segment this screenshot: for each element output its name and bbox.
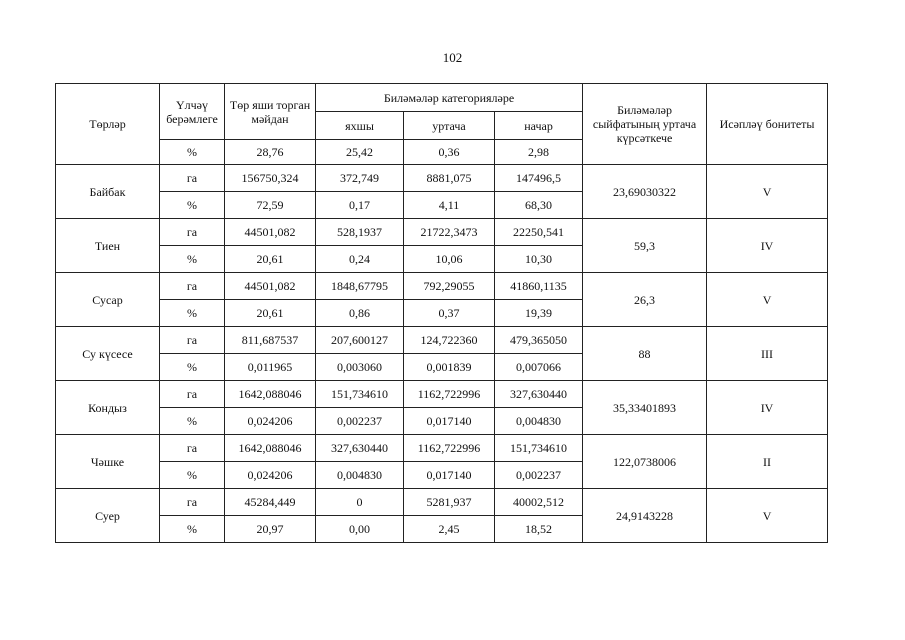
- cell-pct-unit: %: [160, 246, 225, 273]
- cell-pct-medium: 10,06: [404, 246, 495, 273]
- cell-ha-unit: га: [160, 489, 225, 516]
- cell-ha-good: 0: [316, 489, 404, 516]
- cell-pct-bad: 0,007066: [495, 354, 583, 381]
- page-number: 102: [442, 50, 463, 65]
- cell-pct-unit: %: [160, 408, 225, 435]
- cell-ha-good: 372,749: [316, 165, 404, 192]
- cell-ha-bad: 22250,541: [495, 219, 583, 246]
- cell-ha-medium: 792,29055: [404, 273, 495, 300]
- cell-pct-good: 0,002237: [316, 408, 404, 435]
- quality-value: 88: [583, 327, 707, 381]
- header-unit: Үлчәү берәмлеге: [160, 84, 225, 140]
- cell-pct-bad: 0,004830: [495, 408, 583, 435]
- cell-ha-medium: 1162,722996: [404, 381, 495, 408]
- quality-value: 122,0738006: [583, 435, 707, 489]
- bonitet-value: V: [707, 165, 828, 219]
- header-bonitet: Исәпләү бонитеты: [707, 84, 828, 165]
- cell-pct-good: 0,86: [316, 300, 404, 327]
- table-row: [56, 219, 828, 246]
- cell-pct-bad: 68,30: [495, 192, 583, 219]
- cell-ha-bad: 40002,512: [495, 489, 583, 516]
- cell-pct-unit: %: [160, 462, 225, 489]
- species-name: Суер: [56, 489, 160, 543]
- cell-pct-unit: %: [160, 192, 225, 219]
- cell-ha-good: 1848,67795: [316, 273, 404, 300]
- cell-ha-area: 44501,082: [225, 273, 316, 300]
- cell-pct-medium: 0,001839: [404, 354, 495, 381]
- header-species: Төрләр: [56, 84, 160, 165]
- bonitet-value: IV: [707, 219, 828, 273]
- species-table: [55, 83, 828, 543]
- cell-pct-area: 20,97: [225, 516, 316, 543]
- cell-pct-medium: 4,11: [404, 192, 495, 219]
- cell-pct-unit: %: [160, 354, 225, 381]
- bonitet-value: III: [707, 327, 828, 381]
- cell-ha-area: 45284,449: [225, 489, 316, 516]
- header-area: Төр яши торган мәйдан: [225, 84, 316, 140]
- cell-ha-bad: 41860,1135: [495, 273, 583, 300]
- quality-value: 59,3: [583, 219, 707, 273]
- header-cat-bad: начар: [495, 112, 583, 140]
- table-row: [56, 327, 828, 354]
- cell-ha-unit: га: [160, 381, 225, 408]
- cell-ha-medium: 124,722360: [404, 327, 495, 354]
- cell-ha-bad: 147496,5: [495, 165, 583, 192]
- cell-ha-bad: 151,734610: [495, 435, 583, 462]
- cell-ha-area: 44501,082: [225, 219, 316, 246]
- cell-pct-area: 0,011965: [225, 354, 316, 381]
- cell-pct-good: 0,004830: [316, 462, 404, 489]
- cell-ha-area: 156750,324: [225, 165, 316, 192]
- cell-ha-good: 528,1937: [316, 219, 404, 246]
- cell-pct-good: 0,003060: [316, 354, 404, 381]
- cell-ha-unit: га: [160, 273, 225, 300]
- cell-pct-medium: 0,37: [404, 300, 495, 327]
- quality-value: 26,3: [583, 273, 707, 327]
- table-row: [56, 489, 828, 516]
- cell-ha-medium: 21722,3473: [404, 219, 495, 246]
- header-percent-good: 25,42: [316, 140, 404, 165]
- species-name: Су күсесе: [56, 327, 160, 381]
- cell-pct-bad: 10,30: [495, 246, 583, 273]
- table-row: [56, 165, 828, 192]
- bonitet-value: II: [707, 435, 828, 489]
- table-row: [56, 381, 828, 408]
- cell-ha-good: 151,734610: [316, 381, 404, 408]
- header-cat-medium: уртача: [404, 112, 495, 140]
- cell-pct-area: 20,61: [225, 246, 316, 273]
- cell-ha-unit: га: [160, 219, 225, 246]
- bonitet-value: V: [707, 489, 828, 543]
- cell-ha-area: 1642,088046: [225, 435, 316, 462]
- quality-value: 35,33401893: [583, 381, 707, 435]
- cell-pct-area: 20,61: [225, 300, 316, 327]
- cell-pct-area: 0,024206: [225, 408, 316, 435]
- bonitet-value: IV: [707, 381, 828, 435]
- cell-pct-area: 0,024206: [225, 462, 316, 489]
- cell-ha-unit: га: [160, 165, 225, 192]
- cell-pct-bad: 18,52: [495, 516, 583, 543]
- cell-ha-medium: 1162,722996: [404, 435, 495, 462]
- table-row: [56, 273, 828, 300]
- species-name: Кондыз: [56, 381, 160, 435]
- cell-pct-bad: 0,002237: [495, 462, 583, 489]
- cell-pct-good: 0,00: [316, 516, 404, 543]
- cell-pct-medium: 0,017140: [404, 408, 495, 435]
- cell-ha-medium: 8881,075: [404, 165, 495, 192]
- cell-ha-unit: га: [160, 435, 225, 462]
- cell-pct-good: 0,17: [316, 192, 404, 219]
- header-percent-area: 28,76: [225, 140, 316, 165]
- header-categories: Биләмәләр категорияләре: [316, 84, 583, 112]
- header-percent-bad: 2,98: [495, 140, 583, 165]
- header-percent-unit: %: [160, 140, 225, 165]
- quality-value: 23,69030322: [583, 165, 707, 219]
- cell-pct-unit: %: [160, 300, 225, 327]
- cell-ha-good: 207,600127: [316, 327, 404, 354]
- cell-pct-bad: 19,39: [495, 300, 583, 327]
- cell-ha-bad: 479,365050: [495, 327, 583, 354]
- cell-ha-good: 327,630440: [316, 435, 404, 462]
- cell-ha-area: 1642,088046: [225, 381, 316, 408]
- header-cat-good: яхшы: [316, 112, 404, 140]
- cell-pct-medium: 2,45: [404, 516, 495, 543]
- cell-ha-medium: 5281,937: [404, 489, 495, 516]
- cell-pct-area: 72,59: [225, 192, 316, 219]
- cell-ha-area: 811,687537: [225, 327, 316, 354]
- species-name: Тиен: [56, 219, 160, 273]
- species-name: Байбак: [56, 165, 160, 219]
- cell-ha-unit: га: [160, 327, 225, 354]
- header-percent-medium: 0,36: [404, 140, 495, 165]
- bonitet-value: V: [707, 273, 828, 327]
- table-row: [56, 435, 828, 462]
- cell-ha-bad: 327,630440: [495, 381, 583, 408]
- header-quality: Биләмәләр сыйфатының уртача күрсәткече: [583, 84, 707, 165]
- cell-pct-unit: %: [160, 516, 225, 543]
- species-name: Сусар: [56, 273, 160, 327]
- cell-pct-good: 0,24: [316, 246, 404, 273]
- cell-pct-medium: 0,017140: [404, 462, 495, 489]
- quality-value: 24,9143228: [583, 489, 707, 543]
- species-name: Чәшке: [56, 435, 160, 489]
